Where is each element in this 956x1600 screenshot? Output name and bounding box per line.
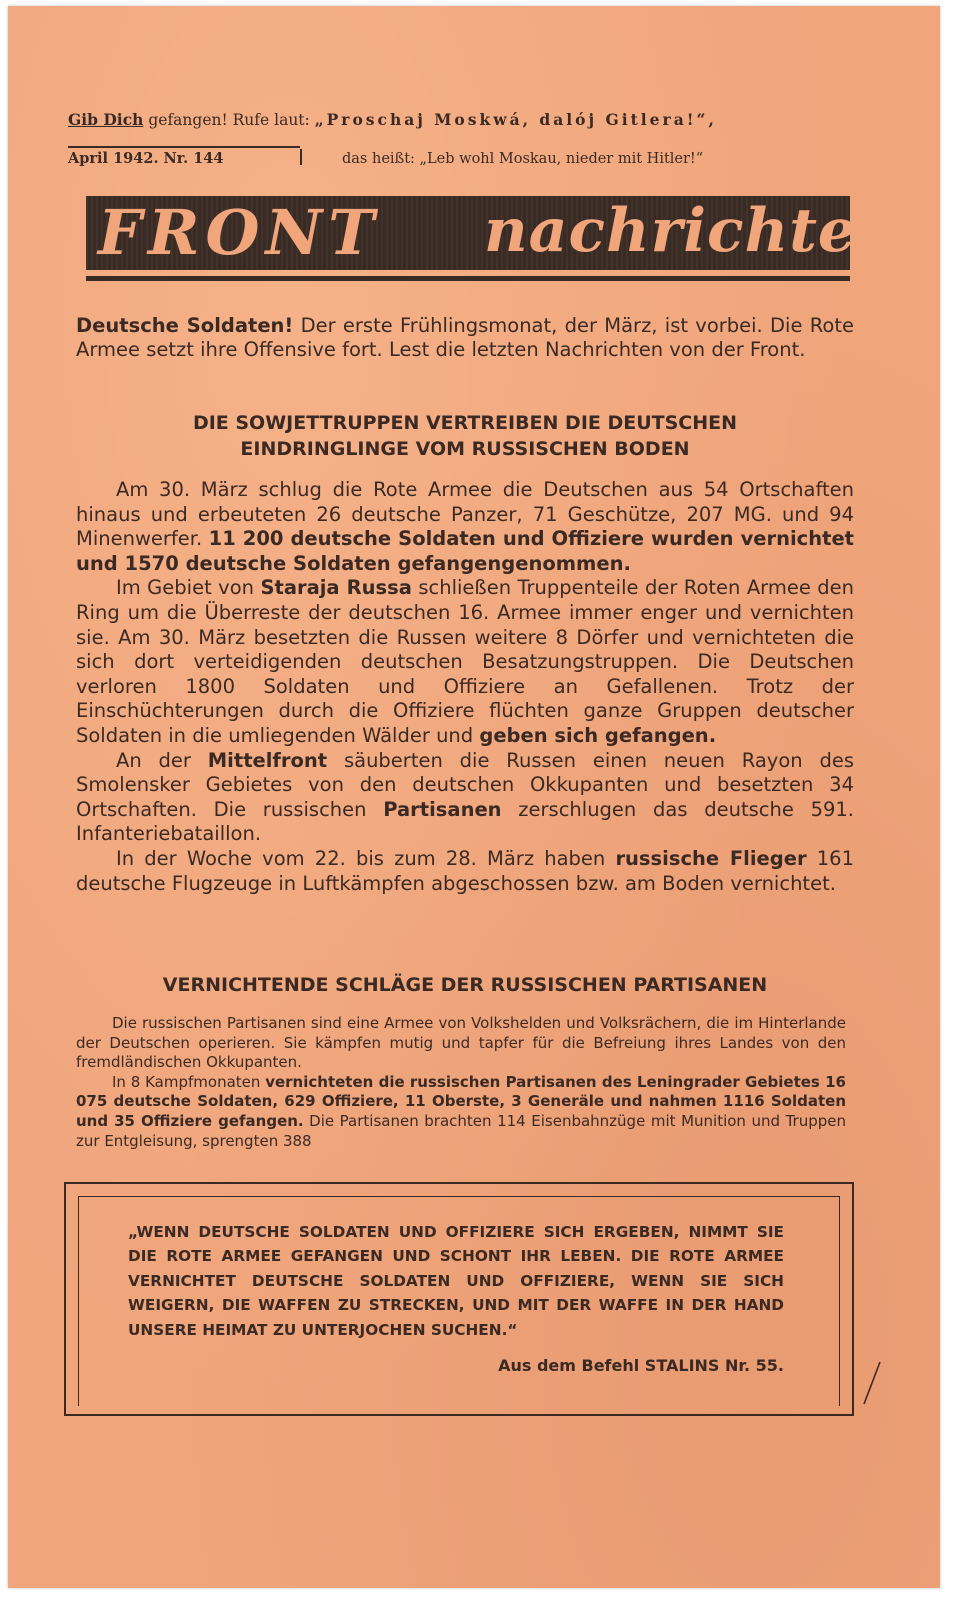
section1-heading-line2: EINDRINGLINGE VOM RUSSISCHEN BODEN (240, 438, 690, 460)
bold-run: Mittelfront (207, 748, 328, 772)
intro-greeting: Deutsche Soldaten! (76, 314, 294, 337)
bold-run: 11 200 deutsche Soldaten und Offiziere wurden vernichtet und 1570 deutsche Soldaten gefangengenommen. (76, 527, 854, 575)
bold-run: geben sich gefangen. (479, 723, 717, 747)
quote-source: Aus dem Befehl STALINS Nr. 55. (498, 1356, 784, 1375)
intro-text: Der erste Frühlingsmonat, der März, ist vorbei. Die Rote Armee setzt ihre Offensive fort. Lest die letzten Nachrichten von der Front. (76, 314, 854, 361)
text-run: schließen Truppenteile der Roten Armee den Ring um die Überreste der deutschen 16. Armee immer enger und vernichten sie. Am 30. März besetzten die Russen weitere 8 Dörfer und vernichteten die sich dort verteidigenden deutschen Besatzungstruppen. Die Deutschen verloren 1800 Soldaten und Offiziere an Gefallenen. Trotz der Einschüchterungen durch die Offiziere flüchten ganze Gruppen deutscher Soldaten in die umliegenden Wälder und (76, 576, 855, 747)
intro-paragraph (76, 314, 854, 362)
header-russian: „Proschaj Moskwá, dalój Gitlera!“, (314, 110, 717, 129)
section1-heading (76, 410, 854, 462)
text-run: Am 30. März schlug die Rote Armee die Deutschen aus 54 Ortschaften hinaus und erbeuteten 26 deutsche Panzer, 71 Geschütze, 207 MG. und 94 Minenwerfer. (76, 478, 854, 551)
header-mid: gefangen! Rufe laut: (148, 111, 310, 129)
pen-stroke (864, 1362, 880, 1404)
header-line-1 (68, 110, 868, 129)
masthead-banner (86, 196, 902, 270)
bold-run: russische Flieger (615, 846, 807, 870)
stalin-quote: „WENN DEUTSCHE SOLDATEN UND OFFIZIERE SICH ERGEBEN, NIMMT SIE DIE ROTE ARMEE GEFANGEN UND SCHONT IHR LEBEN. DIE ROTE ARMEE VERNICHTET DEUTSCHE SOLDATEN UND OFFIZIERE, WENN SIE SICH WEIGERN, DIE WAFFEN ZU STRECKEN, UND MIT DER WAFFE IN DER HAND UNSERE HEIMAT ZU UNTERJOCHEN SUCHEN.“ (128, 1223, 784, 1339)
text-run: Die Partisanen brachten 114 Eisenbahnzüge mit Munition und Truppen zur Entgleisung, sprengten 388 (76, 1111, 846, 1150)
bold-run: Partisanen (383, 797, 502, 821)
text-run: In der Woche vom 22. bis zum 28. März haben (116, 846, 616, 870)
header-line-2 (68, 146, 868, 167)
masthead-front: FRONT (98, 196, 381, 269)
header-prefix: Gib Dich (68, 110, 144, 129)
text-run: zerschlugen das deutsche 591. Infanteriebataillon. (76, 797, 854, 846)
section2-paragraph-2 (76, 1073, 846, 1151)
text-run: 161 deutsche Flugzeuge in Luftkämpfen abgeschossen bzw. am Boden vernichtet. (76, 846, 854, 895)
section1-heading-line1: DIE SOWJETTRUPPEN VERTREIBEN DIE DEUTSCHEN (192, 412, 738, 434)
header-divider (300, 149, 302, 165)
masthead-nachrichten: nachrichten (484, 196, 902, 266)
section2-heading: VERNICHTENDE SCHLÄGE DER RUSSISCHEN PARTISANEN (162, 974, 768, 996)
issue-number: April 1942. Nr. 144 (68, 146, 300, 167)
section1-paragraph-2 (76, 576, 854, 748)
bold-run: Staraja Russa (260, 576, 412, 600)
section1-paragraph-1 (76, 478, 854, 576)
masthead-rule (86, 276, 850, 281)
text-run: Im Gebiet von (116, 576, 261, 600)
section1-body (76, 478, 854, 896)
section1-paragraph-4 (76, 847, 854, 896)
bold-run: vernichteten die russischen Partisanen des Leningrader Gebietes 16 075 deutsche Soldaten, 629 Offiziere, 11 Oberste, 3 Generäle und nahmen 1116 Soldaten und 35 Offiziere gefangen. (76, 1072, 846, 1130)
text-run: säuberten die Russen einen neuen Rayon des Smolensker Gebietes von den deutschen Okkupanten und besetzten 34 Ortschaften. Die russischen (76, 748, 854, 821)
text-run: An der (116, 748, 208, 772)
text-run: In 8 Kampfmonaten (112, 1072, 266, 1091)
header-translation: das heißt: „Leb wohl Moskau, nieder mit Hitler!“ (342, 151, 704, 167)
pen-mark (860, 1360, 884, 1406)
section2-paragraph-1: Die russischen Partisanen sind eine Armee von Volkshelden und Volksrächern, die im Hinterlande der Deutschen operieren. Sie kämpfen mutig und tapfer für die Befreiung ihres Landes von den fremdländischen Okkupanten. (76, 1014, 846, 1072)
section1-paragraph-3 (76, 749, 854, 847)
section2-body (76, 1014, 846, 1151)
